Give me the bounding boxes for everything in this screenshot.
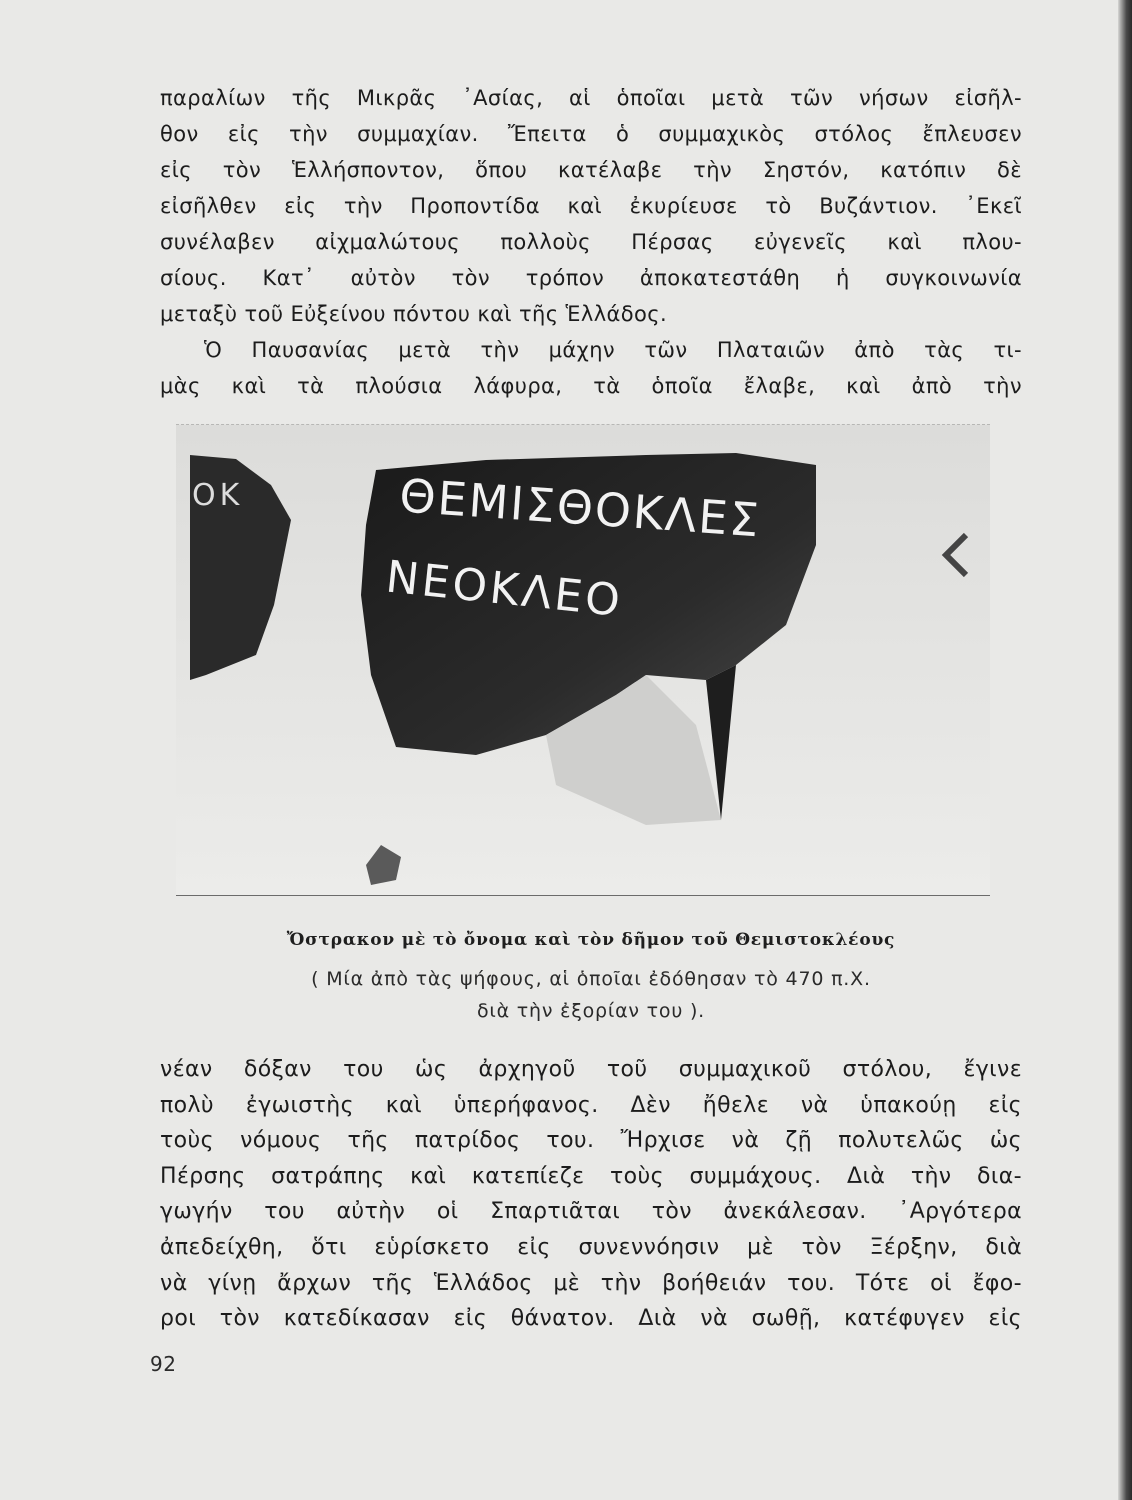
- text-line: τοὺς νόμους τῆς πατρίδος του. Ἤρχισε νὰ ζῇ πολυτελῶς ὡς: [160, 1128, 1022, 1154]
- text-line: μὰς καὶ τὰ πλούσια λάφυρα, τὰ ὁποῖα ἔλαβε, καὶ ἀπὸ τὴν: [160, 374, 1022, 398]
- text-line: εἰσῆλθεν εἰς τὴν Προποντίδα καὶ ἐκυρίευσε τὸ Βυζάντιον. ᾿Εκεῖ: [160, 194, 1022, 218]
- top-text-block: [160, 80, 1022, 404]
- text-line: μεταξὺ τοῦ Εὐξείνου πόντου καὶ τῆς Ἑλλάδος.: [160, 302, 668, 326]
- figure-caption-line: ( Μία ἀπὸ τὰς ψήφους, αἱ ὁποῖαι ἐδόθησαν τὸ 470 π.Χ.: [311, 968, 871, 990]
- text-line: θον εἰς τὴν συμμαχίαν. Ἔπειτα ὁ συμμαχικὸς στόλος ἔπλευσεν: [160, 122, 1022, 146]
- page-edge-shadow: [1118, 0, 1132, 1500]
- figure-caption-line: διὰ τὴν ἐξορίαν του ).: [476, 1000, 706, 1022]
- ostracon-photo: [176, 424, 990, 896]
- text-line: πολὺ ἐγωιστὴς καὶ ὑπερήφανος. Δὲν ἤθελε νὰ ὑπακούῃ εἰς: [160, 1092, 1022, 1118]
- inscription-line-1: ΘΕΜΙΣΘΟΚΛΕΣ: [397, 468, 763, 548]
- text-line: νέαν δόξαν του ὡς ἀρχηγοῦ τοῦ συμμαχικοῦ στόλου, ἔγινε: [160, 1057, 1022, 1082]
- text-line: σίους. Κατ᾿ αὐτὸν τὸν τρόπον ἀποκατεστάθη ἡ συγκοινωνία: [160, 266, 1022, 290]
- bottom-text-block: [160, 1052, 1022, 1337]
- text-line: γωγήν του αὐτὴν οἱ Σπαρτιᾶται τὸν ἀνεκάλεσαν. ᾿Αργότερα: [160, 1199, 1022, 1225]
- text-line: Ὁ Παυσανίας μετὰ τὴν μάχην τῶν Πλαταιῶν ἀπὸ τὰς τι-: [204, 338, 1022, 362]
- inscription-line-2: ΝΕΟΚΛΕΟ: [383, 551, 626, 628]
- text-line: νὰ γίνῃ ἄρχων τῆς Ἑλλάδος μὲ τὴν βοήθειάν του. Τότε οἱ ἔφο-: [160, 1270, 1022, 1296]
- text-line: ροι τὸν κατεδίκασαν εἰς θάνατον. Διὰ νὰ σωθῇ, κατέφυγεν εἰς: [160, 1306, 1022, 1332]
- text-line: Πέρσης σατράπης καὶ κατεπίεζε τοὺς συμμάχους. Διὰ τὴν δια-: [160, 1163, 1022, 1189]
- fragment-letters: ΟΚ: [192, 478, 244, 513]
- text-line: εἰς τὸν Ἑλλήσποντον, ὅπου κατέλαβε τὴν Σηστόν, κατόπιν δὲ: [160, 158, 1022, 182]
- text-line: συνέλαβεν αἰχμαλώτους πολλοὺς Πέρσας εὐγενεῖς καὶ πλου-: [160, 230, 1022, 254]
- ostracon-illustration: [176, 425, 990, 895]
- text-line: ἀπεδείχθη, ὅτι εὑρίσκετο εἰς συνεννόησιν μὲ τὸν Ξέρξην, διὰ: [160, 1234, 1022, 1260]
- figure-caption-title: Ὄστρακον μὲ τὸ ὄνομα καὶ τὸν δῆμον τοῦ Θεμιστοκλέους: [286, 930, 896, 950]
- page-number: 92: [150, 1352, 177, 1376]
- text-line: παραλίων τῆς Μικρᾶς ᾿Ασίας, αἱ ὁποῖαι μετὰ τῶν νήσων εἰσῆλ-: [160, 86, 1022, 110]
